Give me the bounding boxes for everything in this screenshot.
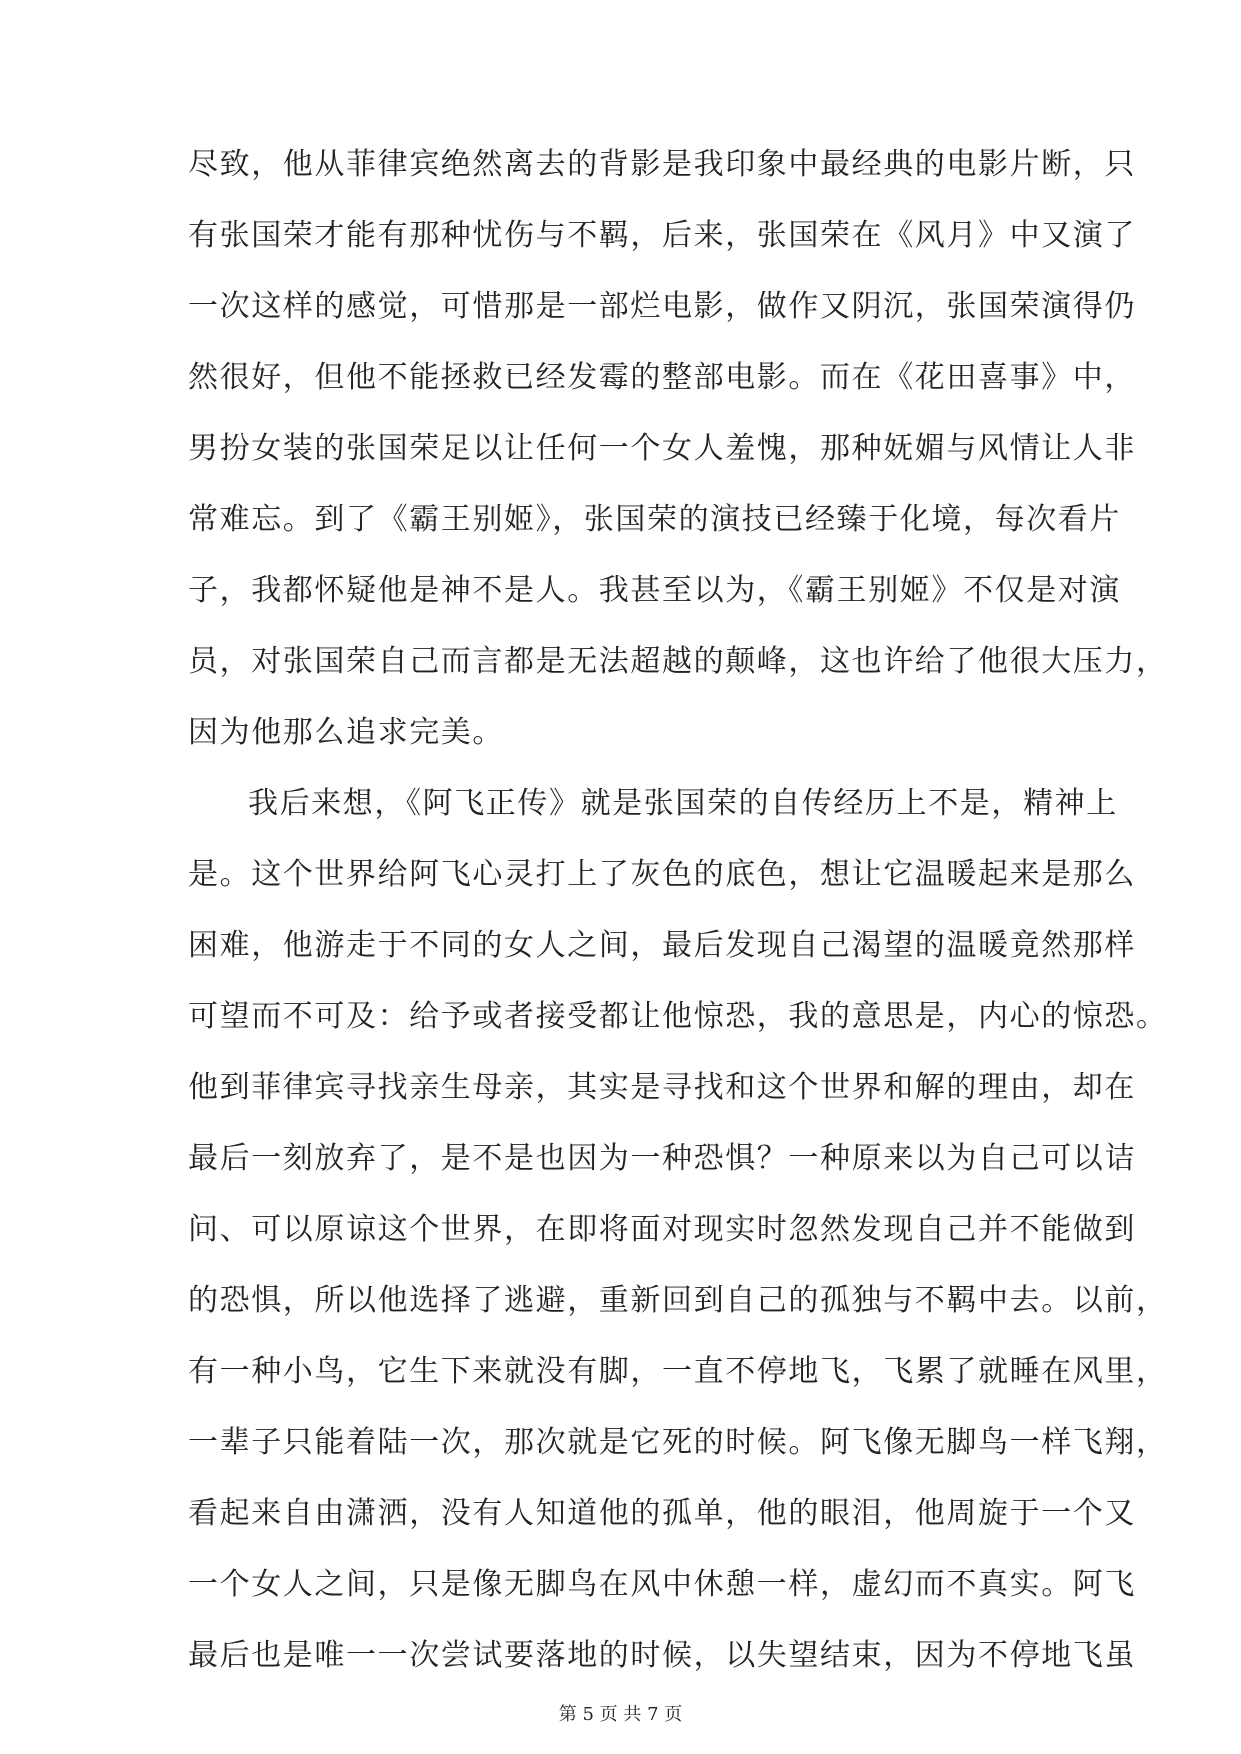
text-line: 有张国荣才能有那种忧伤与不羁，后来，张国荣在《风月》中又演了 [188,218,1136,253]
text-line: 最后也是唯一一次尝试要落地的时候，以失望结束，因为不停地飞虽 [188,1638,1136,1673]
text-line: 问、可以原谅这个世界，在即将面对现实时忽然发现自己并不能做到 [188,1212,1136,1247]
text-line: 看起来自由潇洒，没有人知道他的孤单，他的眼泪，他周旋于一个又 [188,1496,1136,1531]
text-line: 因为他那么追求完美。 [188,715,504,750]
text-line: 员，对张国荣自己而言都是无法超越的颠峰，这也许给了他很大压力， [188,644,1168,679]
text-line: 一个女人之间，只是像无脚鸟在风中休憩一样，虚幻而不真实。阿飞 [188,1567,1136,1602]
text-line: 一次这样的感觉，可惜那是一部烂电影，做作又阴沉，张国荣演得仍 [188,289,1136,324]
text-line: 然很好，但他不能拯救已经发霉的整部电影。而在《花田喜事》中， [188,360,1136,395]
text-line: 是。这个世界给阿飞心灵打上了灰色的底色，想让它温暖起来是那么 [188,857,1136,892]
text-line: 常难忘。到了《霸王别姬》，张国荣的演技已经臻于化境，每次看片 [188,502,1121,537]
text-line: 男扮女装的张国荣足以让任何一个女人羞愧，那种妩媚与风情让人非 [188,431,1136,466]
text-line: 他到菲律宾寻找亲生母亲，其实是寻找和这个世界和解的理由，却在 [188,1070,1136,1105]
text-line: 可望而不可及：给予或者接受都让他惊恐，我的意思是，内心的惊恐。 [188,999,1168,1034]
text-line: 的恐惧，所以他选择了逃避，重新回到自己的孤独与不羁中去。以前， [188,1283,1168,1318]
text-line: 有一种小鸟，它生下来就没有脚，一直不停地飞，飞累了就睡在风里， [188,1354,1168,1389]
text-line: 我后来想，《阿飞正传》就是张国荣的自传经历上不是，精神上 [248,786,1118,821]
text-line: 困难，他游走于不同的女人之间，最后发现自己渴望的温暖竟然那样 [188,928,1136,963]
text-line: 一辈子只能着陆一次，那次就是它死的时候。阿飞像无脚鸟一样飞翔， [188,1425,1168,1460]
page-number-footer: 第 5 页 共 7 页 [558,1704,683,1725]
text-line: 尽致，他从菲律宾绝然离去的背影是我印象中最经典的电影片断，只 [188,147,1136,182]
text-line: 最后一刻放弃了，是不是也因为一种恐惧？一种原来以为自己可以诘 [188,1141,1136,1176]
text-line: 子，我都怀疑他是神不是人。我甚至以为，《霸王别姬》不仅是对演 [188,573,1121,608]
